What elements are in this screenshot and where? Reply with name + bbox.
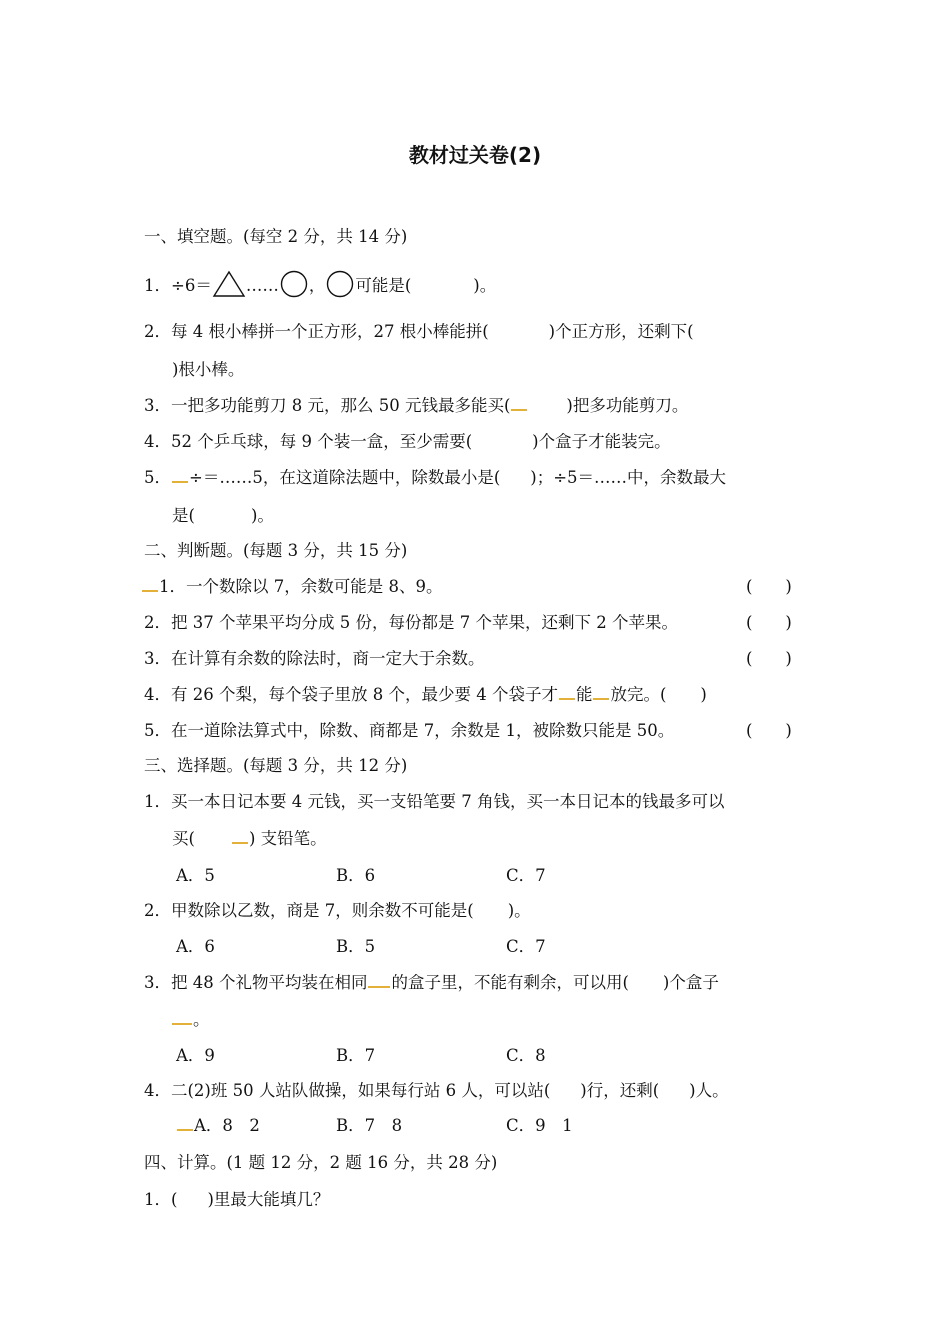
highlight-mark xyxy=(511,409,527,411)
choice-option-b[interactable]: B．7 8 xyxy=(336,1116,403,1135)
triangle-icon xyxy=(212,270,246,298)
choice-question-4: 4．二(2)班 50 人站队做操，如果每行站 6 人，可以站( )行，还剩( )人。 xyxy=(144,1081,729,1100)
choice-option-b[interactable]: B．6 xyxy=(336,866,376,885)
choice-option-c[interactable]: C．8 xyxy=(506,1046,546,1065)
highlight-mark xyxy=(368,986,390,988)
choice-question-3-cont: 。 xyxy=(172,1010,210,1030)
choice-option-a[interactable]: A．6 xyxy=(176,937,215,956)
fill-question-5: 5． ÷＝……5，在这道除法题中，除数最小是( )；÷5＝……中，余数最大 xyxy=(144,468,727,487)
fill-question-2: 2．每 4 根小棒拼一个正方形，27 根小棒能拼( )个正方形，还剩下( xyxy=(144,322,694,341)
judge-answer-bracket[interactable]: ( ) xyxy=(746,721,792,740)
circle-icon xyxy=(279,270,309,298)
judge-answer-bracket[interactable]: ( ) xyxy=(746,613,792,632)
fill-question-2-cont: )根小棒。 xyxy=(172,360,245,379)
choice-option-b[interactable]: B．7 xyxy=(336,1046,376,1065)
fill-question-4: 4．52 个乒乓球，每 9 个装一盒，至少需要( )个盒子才能装完。 xyxy=(144,432,671,451)
choice-option-a[interactable]: A．9 xyxy=(176,1046,215,1065)
highlight-mark xyxy=(172,1023,192,1025)
choice-question-3: 3．把 48 个礼物平均装在相同 的盒子里，不能有剩余，可以用( )个盒子 xyxy=(144,973,719,992)
choice-option-a[interactable]: A．8 2 xyxy=(176,1116,260,1136)
highlight-mark xyxy=(559,698,575,700)
choice-question-2: 2．甲数除以乙数，商是 7，则余数不可能是( )。 xyxy=(144,901,531,920)
fill-question-5-cont: 是( )。 xyxy=(172,506,274,525)
judge-question-2: 2．把 37 个苹果平均分成 5 份，每份都是 7 个苹果，还剩下 2 个苹果。 xyxy=(144,613,678,632)
choice-option-c[interactable]: C．9 1 xyxy=(506,1116,573,1135)
highlight-mark xyxy=(172,481,188,483)
calc-question-1: 1．( )里最大能填几？ xyxy=(144,1190,330,1209)
circle-icon xyxy=(325,270,355,298)
judge-question-4: 4．有 26 个梨，每个袋子里放 8 个，最少要 4 个袋子才 能 放完。( ) xyxy=(144,685,707,704)
highlight-mark xyxy=(232,842,248,844)
choice-question-1: 1．买一本日记本要 4 元钱，买一支铅笔要 7 角钱，买一本日记本的钱最多可以 xyxy=(144,792,725,811)
fill-question-1: 1．÷6＝ …… ， 可能是( )。 xyxy=(144,270,496,298)
highlight-mark xyxy=(177,1129,193,1131)
judge-question-1: 1．一个数除以 7，余数可能是 8、9。 xyxy=(144,577,442,597)
choice-option-c[interactable]: C．7 xyxy=(506,866,546,885)
page-title: 教材过关卷(2) xyxy=(408,143,542,167)
choice-option-c[interactable]: C．7 xyxy=(506,937,546,956)
judge-answer-bracket[interactable]: ( ) xyxy=(746,577,792,596)
section-heading-fill: 一、填空题。(每空 2 分，共 14 分) xyxy=(144,227,408,246)
choice-option-a[interactable]: A．5 xyxy=(176,866,215,885)
highlight-mark xyxy=(142,590,158,592)
highlight-mark xyxy=(593,698,609,700)
fill-question-3: 3．一把多功能剪刀 8 元，那么 50 元钱最多能买( )把多功能剪刀。 xyxy=(144,396,689,415)
choice-option-b[interactable]: B．5 xyxy=(336,937,376,956)
section-heading-calc: 四、计算。(1 题 12 分，2 题 16 分，共 28 分) xyxy=(144,1153,498,1172)
choice-question-1-cont: 买( ) 支铅笔。 xyxy=(172,829,327,848)
judge-question-5: 5．在一道除法算式中，除数、商都是 7，余数是 1，被除数只能是 50。 xyxy=(144,721,675,740)
judge-answer-bracket[interactable]: ( ) xyxy=(746,649,792,668)
section-heading-choice: 三、选择题。(每题 3 分，共 12 分) xyxy=(144,756,408,775)
judge-question-3: 3．在计算有余数的除法时，商一定大于余数。 xyxy=(144,649,485,668)
section-heading-judge: 二、判断题。(每题 3 分，共 15 分) xyxy=(144,541,408,560)
